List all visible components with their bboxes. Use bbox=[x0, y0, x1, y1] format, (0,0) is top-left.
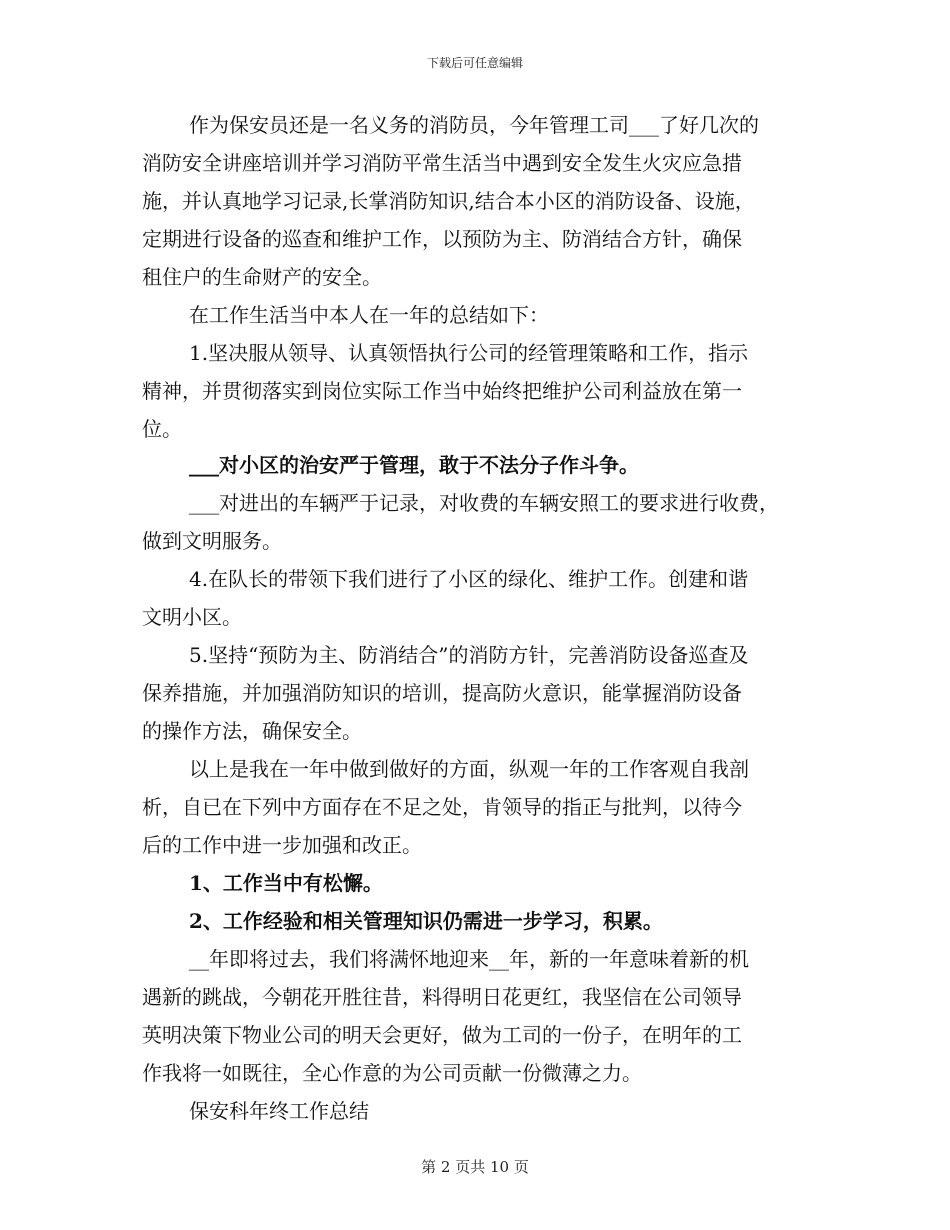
body-line: 保养措施，并加强消防知识的培训，提高防火意识，能掌握消防设备 bbox=[142, 681, 742, 705]
body-line: 以上是我在一年中做到做好的方面，纵观一年的工作客观自我剖 bbox=[189, 757, 749, 781]
bold-heading-line: ___对小区的治安严于管理，敢于不法分子作斗争。 bbox=[189, 453, 639, 477]
body-line: 后的工作中进一步加强和改正。 bbox=[142, 833, 422, 857]
body-line: 作为保安员还是一名义务的消防员，今年管理工司___了好几次的 bbox=[189, 113, 759, 137]
body-line: 位。 bbox=[142, 417, 182, 441]
body-line: 施，并认真地学习记录,长掌消防知识,结合本小区的消防设备、设施， bbox=[142, 189, 755, 213]
page-number: 第 2 页共 10 页 bbox=[421, 1158, 529, 1176]
body-line: 英明决策下物业公司的明天会更好，做为工司的一份子，在明年的工 bbox=[142, 1023, 742, 1047]
bold-heading-line: 2、工作经验和相关管理知识仍需进一步学习，积累。 bbox=[189, 909, 663, 933]
body-line: 租住户的生命财产的安全。 bbox=[142, 265, 382, 289]
body-line: 消防安全讲座培训并学习消防平常生活当中遇到安全发生火灾应急措 bbox=[142, 151, 742, 175]
body-line: 遇新的跳战，今朝花开胜往昔，料得明日花更红，我坚信在公司领导 bbox=[142, 985, 742, 1009]
body-line: 5.坚持“预防为主、防消结合”的消防方针，完善消防设备巡查及 bbox=[189, 643, 749, 667]
body-line: 在工作生活当中本人在一年的总结如下： bbox=[189, 303, 549, 327]
body-line: 保安科年终工作总结 bbox=[189, 1099, 369, 1123]
body-line: 的操作方法，确保安全。 bbox=[142, 719, 362, 743]
body-line: 做到文明服务。 bbox=[142, 529, 282, 553]
body-line: 精神，并贯彻落实到岗位实际工作当中始终把维护公司利益放在第一 bbox=[142, 379, 742, 403]
body-line: __年即将过去，我们将满怀地迎来__年，新的一年意味着新的机 bbox=[189, 947, 749, 971]
body-line: 文明小区。 bbox=[142, 605, 242, 629]
body-line: ___对进出的车辆严于记录，对收费的车辆安照工的要求进行收费， bbox=[189, 491, 779, 515]
body-line: 作我将一如既往，全心作意的为公司贡献一份微薄之力。 bbox=[142, 1061, 642, 1085]
body-line: 定期进行设备的巡查和维护工作，以预防为主、防消结合方针，确保 bbox=[142, 227, 742, 251]
body-line: 4.在队长的带领下我们进行了小区的绿化、维护工作。创建和谐 bbox=[189, 567, 749, 591]
page-header: 下载后可任意编辑 bbox=[426, 56, 523, 70]
bold-heading-line: 1、工作当中有松懈。 bbox=[189, 871, 383, 895]
body-line: 析，自已在下列中方面存在不足之处，肯领导的指正与批判，以待今 bbox=[142, 795, 742, 819]
body-line: 1.坚决服从领导、认真领悟执行公司的经管理策略和工作，指示 bbox=[189, 341, 749, 365]
